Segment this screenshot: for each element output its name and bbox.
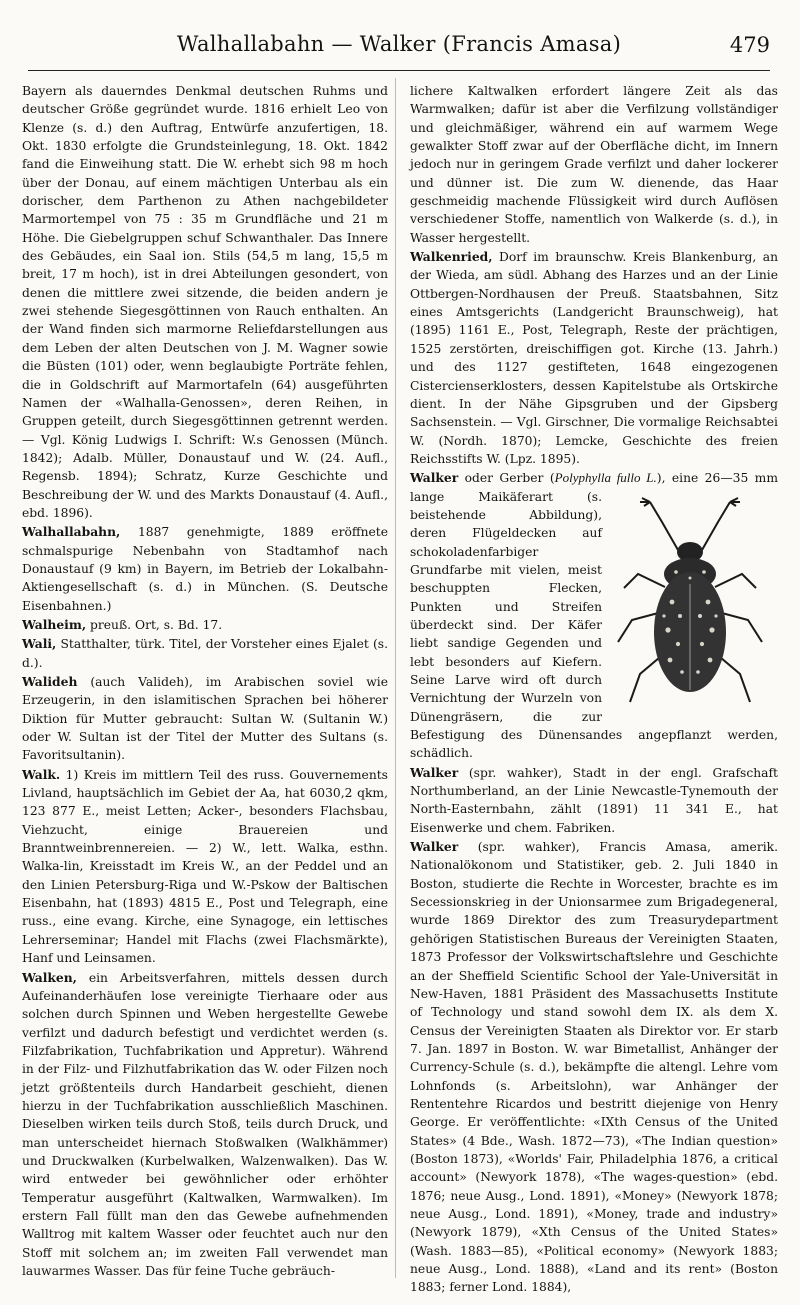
left-column [22, 82, 388, 1280]
headword: Walken, [22, 969, 77, 985]
entry-text: preuß. Ort, s. Bd. 17. [86, 617, 223, 632]
entry-walken-continued: lichere Kaltwalken erfordert längere Zeit als das Warmwalken; dafür ist aber die Verfilzung vollständiger und gleichmäßiger, während ein auf warmem Wege gewalkter Stoff zwar auf der Oberfläche dicht, im Innern jedoch nur in geringem Grade verfilzt und daher lockerer und dünner ist. Die zum W. dienende, das Haar geschmeidig machende Flüssigkeit wird durch Auflösen verschiedener Stoffe, namentlich von Walkerde (s. d.), in Wasser hergestellt. [410, 84, 778, 245]
entry-walheim [22, 616, 388, 634]
entry-walker-beetle [410, 469, 778, 763]
entry-text: ), eine 26—35 mm lange Maikäferart (s. beistehende Abbildung), deren Flügeldecken auf schokoladenfarbiger Grundfarbe mit vielen, meist beschuppten Flecken, Punkten und Streifen überdeckt sind. Der Käfer liebt sandige Gegenden und lebt besonders auf Kiefern. Seine Larve wird oft durch Vernichtung der Wurzeln von Dünengräsern, die zur Befestigung des Dünensandes angepflanzt werden, schädlich. [410, 471, 778, 761]
entry-text: ein Arbeitsverfahren, mittels dessen durch Aufeinanderhäufen lose vereinigte Tierhaare oder aus solchen durch Spinnen und Weben hergestellte Gewebe verfilzt und dadurch befestigt und verdichtet werden (s. Filzfabrikation, Tuchfabrikation und Appretur). Während in der Filz- und Filzhutfabrikation das W. oder Filzen noch jetzt größtenteils durch Handarbeit geschieht, dienen hierzu in der Tuchfabrikation ausschließlich Maschinen. Dieselben wirken teils durch Stoß, teils durch Druck, und man unterscheidet hiernach Stoßwalken (Walkhämmer) und Druckwalken (Kurbelwalken, Walzenwalken). Das W. wird entweder bei gewöhnlicher oder erhöhter Temperatur ausgeführt (Kaltwalken, Warmwalken). Im erstern Fall füllt man den das Gewebe aufnehmenden Walltrog mit kaltem Wasser oder feuchtet auch nur den Stoff mit solchem an; im zweiten Fall verwendet man lauwarmes Wasser. Das für feine Tuche gebräuch- [22, 970, 388, 1278]
entry-text: (spr. wahker), Francis Amasa, amerik. Nationalökonom und Statistiker, geb. 2. Juli 1840 in Boston, studierte die Rechte in Worcester, brachte es im Secessionskrieg in der Unionsarmee zum Brigadegeneral, wurde 1869 Direktor des zum Treasurydepartment gehörigen Statistischen Bureaus der Vereinigten Staaten, 1873 Professor der Volkswirtschaftslehre und Geschichte an der Sheffield Scientific School der Yale-Universität in New-Haven, 1881 Präsident des Massachusetts Institute of Technology und stand sowohl dem IX. als dem X. Census der Vereinigten Staaten als Direktor vor. Er starb 7. Jan. 1897 in Boston. W. war Bimetallist, Anhänger der Currency-Schule (s. d.), bekämpfte die altengl. Lehre vom Lohnfonds (s. Arbeitslohn), war Anhänger der Rententehre Ricardos und bestritt diejenige von Henry George. Er veröffentlichte: «IXth Census of the United States» (4 Bde., Wash. 1872—73), «The Indian question» (Boston 1873), «Worlds' Fair, Philadelphia 1876, a critical account» (Newyork 1878), «The wages-question» (ebd. 1876; neue Ausg., Lond. 1891), «Money» (Newyork 1878; neue Ausg., Lond. 1891), «Money, trade and industry» (Newyork 1879), «Xth Census of the United States» (Wash. 1883—85), «Political economy» (Newyork 1883; neue Ausg., Lond. 1888), «Land and its rent» (Boston 1883; ferner Lond. 1884), [410, 840, 778, 1295]
entry-walken [22, 969, 388, 1281]
headword: Walkenried, [410, 249, 493, 265]
entry-walideh [22, 673, 388, 765]
page-number: 479 [729, 33, 770, 57]
entry-text: oder Gerber ( [458, 471, 555, 486]
headword: Walhallabahn, [22, 524, 121, 540]
latin-name: Polyphylla fullo L. [554, 470, 657, 486]
entry-wali [22, 635, 388, 672]
entry-text: 1) Kreis im mittlern Teil des russ. Gouvernements Livland, hauptsächlich im Gebiet der Aa, hat 6030,2 qkm, 123 877 E., meist Letten; Acker-, besonders Flachsbau, Viehzucht, einige Brauereien und Branntweinbrennereien. — 2) W., lett. Walka, esthn. Walka-lin, Kreisstadt im Kreis W., an der Peddel und an den Linien Petersburg-Riga und W.-Pskow der Baltischen Eisenbahn, hat (1893) 4815 E., Post und Telegraph, eine russ., eine evang. Kirche, eine Synagoge, ein lettisches Lehrerseminar; Handel mit Flachs (zwei Flachsmärkte), Hanf und Leinsamen. [22, 767, 388, 966]
entry-walker-francis [410, 838, 778, 1297]
entry-text: Statthalter, türk. Titel, der Vorsteher eines Ejalet (s. d.). [22, 637, 388, 670]
entry-text: (spr. wahker), Stadt in der engl. Grafschaft Northumberland, an der Linie Newcastle-Tynemouth der North-Easternbahn, zählt (1891) 11 341 E., hat Eisenwerke und chem. Fabriken. [410, 765, 778, 835]
headword: Walideh [22, 674, 78, 689]
entry-walker-town [410, 764, 778, 837]
column-divider [395, 78, 396, 1278]
entry-walhallabahn [22, 523, 388, 615]
beetle-figure [610, 492, 778, 712]
headword: Walk. [22, 766, 61, 782]
headword: Walker [410, 470, 459, 486]
right-column [410, 82, 778, 1297]
headword: Walker [410, 839, 459, 855]
entry-walkenried [410, 248, 778, 468]
beetle-illustration-icon [610, 492, 770, 707]
entry-text: (auch Valideh), im Arabischen soviel wie Erzeugerin, in den islamitischen Sprachen bei höherer Diktion für Mutter gebraucht: Sultan W. (Sultanin W.) oder W. Sultan ist der Titel der Mutter des Sultans (s. Favoritsultanin). [22, 675, 388, 763]
entry-walhalla-continued: Bayern als dauerndes Denkmal deutschen Ruhms und deutscher Größe gegründet wurde. 1816 erhielt Leo von Klenze (s. d.) den Auftrag, Entwürfe anzufertigen, 18. Okt. 1830 erfolgte die Grundsteinlegung, 18. Okt. 1842 fand die Einweihung statt. Die W. erhebt sich 98 m hoch über der Donau, auf einem mächtigen Unterbau als ein dorischer, dem Parthenon zu Athen nachgebildeter Marmortempel von 75 : 35 m Grundfläche und 21 m Höhe. Die Giebelgruppen schuf Schwanthaler. Das Innere des Gebäudes, ein Saal ion. Stils (54,5 m lang, 15,5 m breit, 17 m hoch), ist in drei Abteilungen gesondert, von denen die mittlere zwei sitzende, die beiden andern je zwei stehende Siegesgöttinnen von Rauch enthalten. An der Wand finden sich marmorne Reliefdarstellungen aus dem Leben der alten Deutschen von J. M. Wagner sowie die Büsten (101) oder, wenn beglaubigte Porträte fehlen, die in Goldschrift auf Marmortafeln (64) ausgeführten Namen der «Walhalla-Genossen», deren Reihen, in Gruppen geteilt, durch Siegesgöttinnen getrennt werden. — Vgl. König Ludwigs I. Schrift: W.s Genossen (Münch. 1842); Adalb. Müller, Donaustauf und W. (24. Aufl., Regensb. 1894); Schratz, Kurze Geschichte und Beschreibung der W. und des Markts Donaustauf (4. Aufl., ebd. 1896). [22, 84, 388, 520]
headword: Walker [410, 764, 459, 780]
running-title: Walhallabahn — Walker (Francis Amasa) [176, 32, 622, 56]
headword: Wali, [22, 636, 57, 652]
entry-walk [22, 766, 388, 968]
entry-text: Dorf im braunschw. Kreis Blankenburg, an der Wieda, am südl. Abhang des Harzes und an der Linie Ottbergen-Nordhausen der Preuß. Staatsbahnen, Sitz eines Amtsgerichts (Landgericht Braunschweig), hat (1895) 1161 E., Post, Telegraph, Reste der prächtigen, 1525 zerstörten, dreischiffigen got. Kirche (13. Jahrh.) und des 1127 gestifteten, 1648 eingezogenen Cistercienserklosters, dessen Kapitelstube als Ortskirche dient. In der Nähe Gipsgruben und der Gipsberg Sachsenstein. — Vgl. Girschner, Die vormalige Reichsabtei W. (Nordh. 1870); Lemcke, Geschichte des freien Reichsstifts W. (Lpz. 1895). [410, 250, 778, 466]
page-header [28, 30, 770, 71]
headword: Walheim, [22, 616, 87, 632]
entry-text: 1887 genehmigte, 1889 eröffnete schmalspurige Nebenbahn von Stadtamhof nach Donaustauf (9 km) in Bayern, im Betrieb der Lokalbahn-Aktiengesellschaft (s. d.) in München. (S. Deutsche Eisenbahnen.) [22, 525, 388, 613]
